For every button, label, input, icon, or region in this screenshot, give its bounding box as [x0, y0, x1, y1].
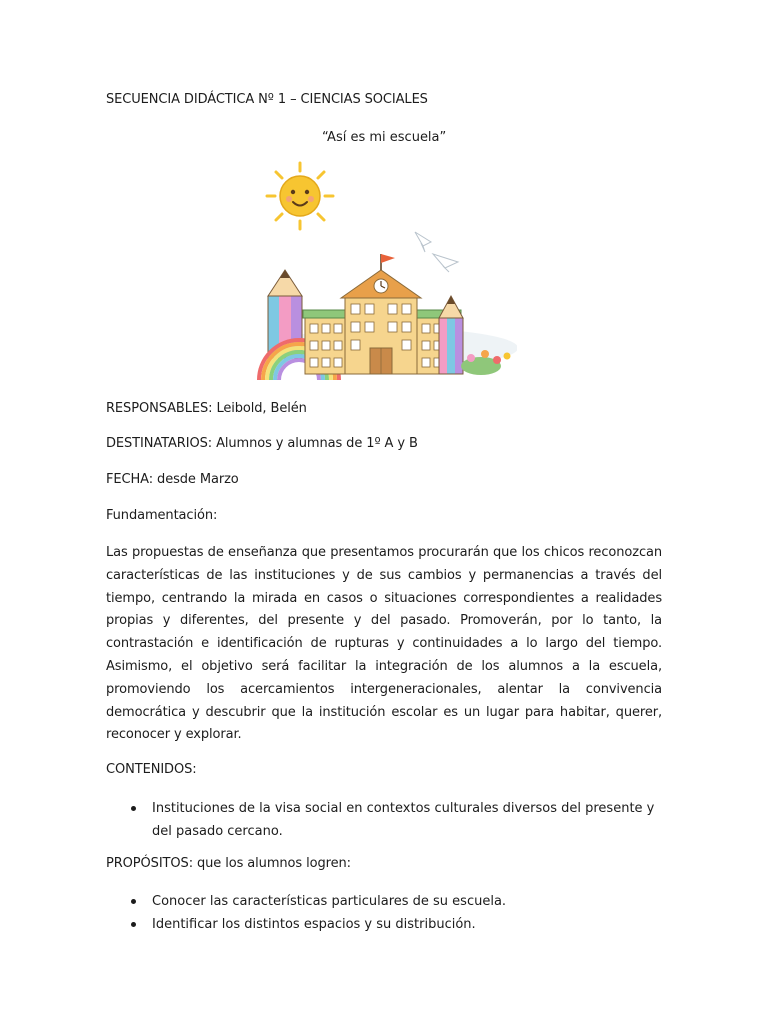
list-item: Conocer las características particulares de su escuela. — [106, 890, 666, 913]
destinatarios-value: Alumnos y alumnas de 1º A y B — [216, 436, 418, 451]
propositos-label: PROPÓSITOS: — [106, 856, 193, 871]
fecha-row — [106, 472, 239, 487]
list-item: Instituciones de la visa social en contextos culturales diversos del presente y del pasado cercano. — [106, 797, 666, 843]
propositos-heading — [106, 856, 351, 871]
propositos-list — [106, 890, 666, 936]
fundamentacion-heading: Fundamentación: — [106, 508, 218, 523]
document-subtitle: “Así es mi escuela” — [322, 130, 447, 145]
contenidos-list — [106, 797, 666, 843]
list-item: Identificar los distintos espacios y su distribución. — [106, 913, 666, 936]
destinatarios-row — [106, 436, 418, 451]
fecha-value: desde Marzo — [157, 472, 239, 487]
fecha-label: FECHA: — [106, 472, 153, 487]
school-building-illustration — [253, 158, 517, 384]
document-title: SECUENCIA DIDÁCTICA Nº 1 – CIENCIAS SOCIALES — [106, 92, 428, 107]
responsables-value: Leibold, Belén — [216, 401, 307, 416]
propositos-value: que los alumnos logren: — [197, 856, 351, 871]
responsables-row — [106, 401, 307, 416]
responsables-label: RESPONSABLES: — [106, 401, 213, 416]
fundamentacion-paragraph: Las propuestas de enseñanza que presentamos procurarán que los chicos reconozcan características de las instituciones y de sus cambios y permanencias a través del tiempo, centrando la mirada en casos o situaciones correspondientes a realidades propias y diferentes, del presente y del pasado. Promoverán, por lo tanto, la contrastación e identificación de rupturas y continuidades a lo largo del tiempo. Asimismo, el objetivo será facilitar la integración de los alumnos a la escuela, promoviendo los acercamientos intergeneracionales, alentar la convivencia democrática y descubrir que la institución escolar es un lugar para habitar, querer, reconocer y explorar. — [106, 545, 662, 743]
contenidos-heading: CONTENIDOS: — [106, 762, 197, 777]
destinatarios-label: DESTINATARIOS: — [106, 436, 213, 451]
